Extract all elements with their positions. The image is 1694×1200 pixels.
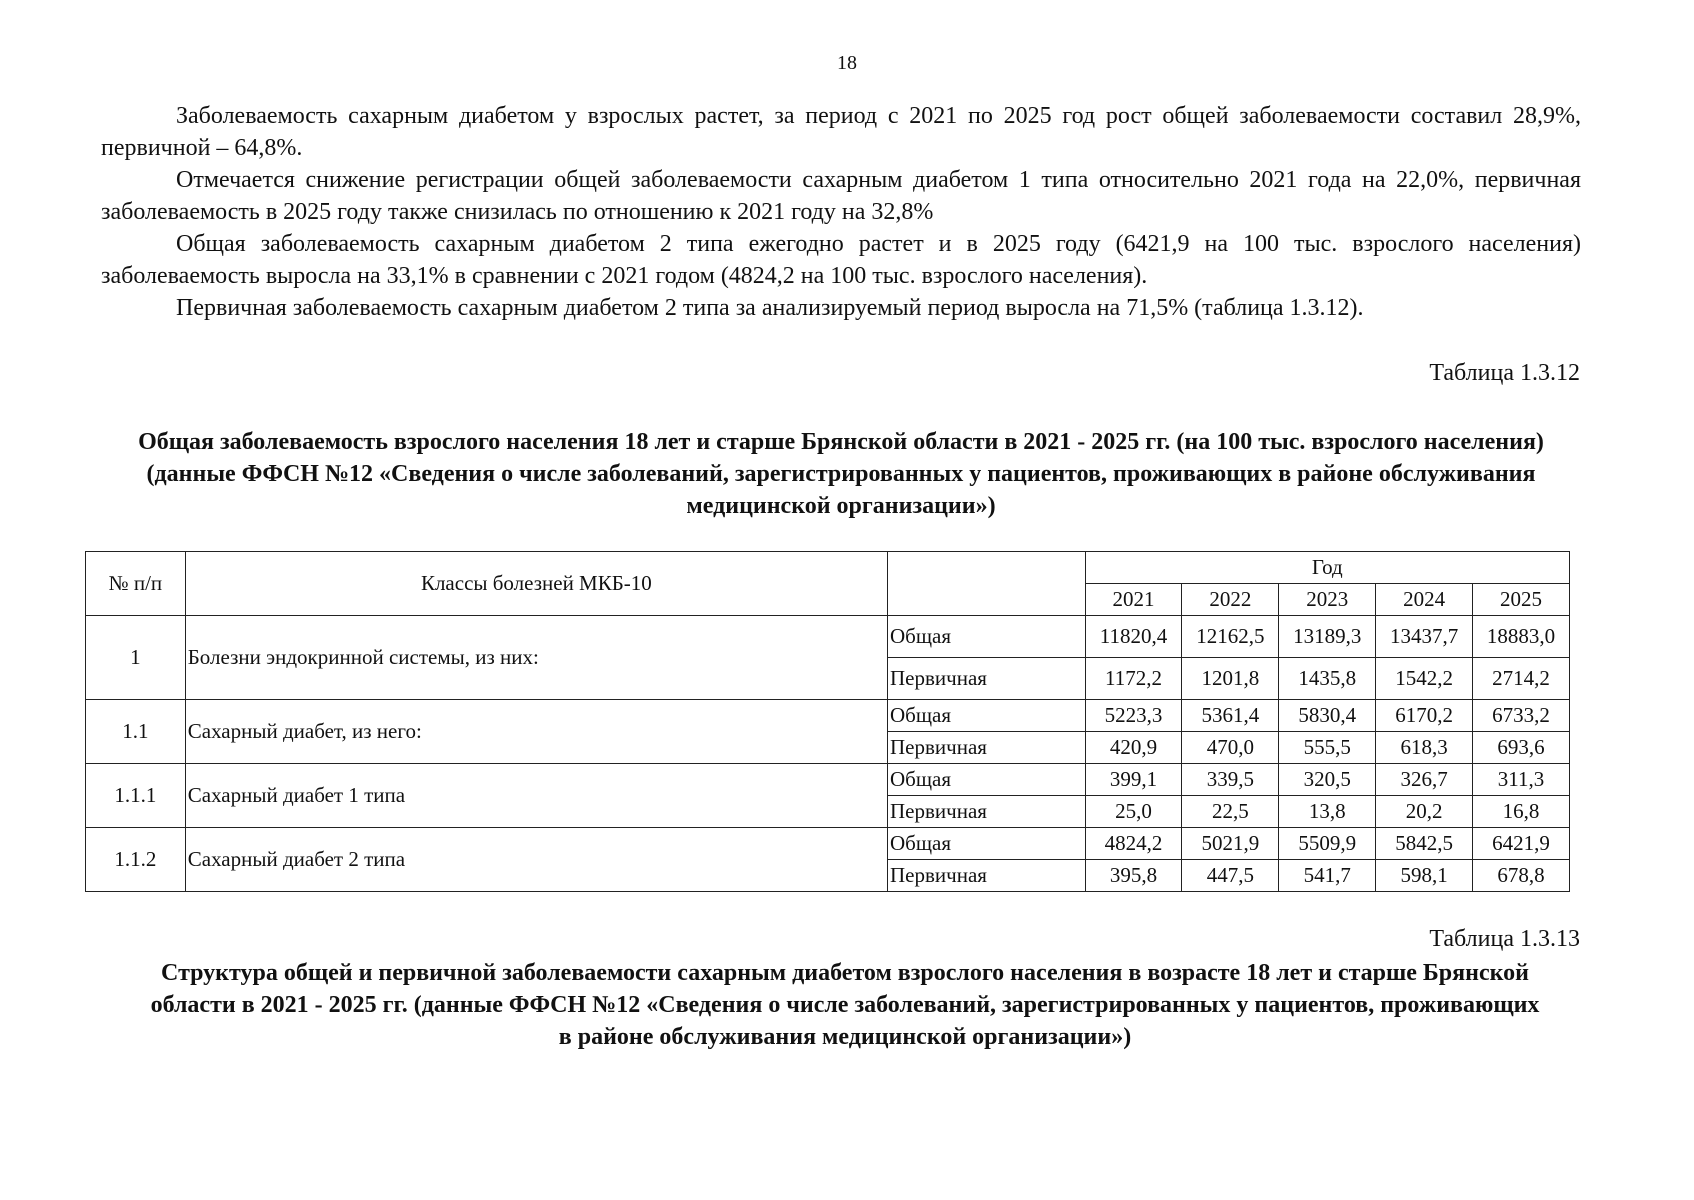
value-cell: 5842,5 <box>1376 828 1473 860</box>
value-cell: 2714,2 <box>1473 658 1570 700</box>
table-row <box>86 700 1570 732</box>
value-cell: 6733,2 <box>1473 700 1570 732</box>
value-cell: 18883,0 <box>1473 616 1570 658</box>
value-cell: 420,9 <box>1085 732 1182 764</box>
value-cell: 22,5 <box>1182 796 1279 828</box>
row-kind: Общая <box>888 700 1086 732</box>
row-kind: Первичная <box>888 796 1086 828</box>
table-caption: Таблица 1.3.12 <box>1429 360 1580 386</box>
row-number: 1.1.1 <box>86 764 186 828</box>
table-title: Общая заболеваемость взрослого населения 18 лет и старше Брянской области в 2021 - 2025 гг. (на 100 тыс. взрослого населения) (данные ФФСН №12 «Сведения о числе заболеваний, зарегистрированных у пациентов, проживающих в районе обслуживания медицинской организации») <box>138 429 1544 519</box>
header-number: № п/п <box>86 552 186 616</box>
value-cell: 5361,4 <box>1182 700 1279 732</box>
value-cell: 1172,2 <box>1085 658 1182 700</box>
row-disease-class: Сахарный диабет 2 типа <box>185 828 887 892</box>
table-row <box>86 616 1570 658</box>
value-cell: 12162,5 <box>1182 616 1279 658</box>
row-kind: Первичная <box>888 732 1086 764</box>
header-year-2024: 2024 <box>1376 584 1473 616</box>
row-kind: Первичная <box>888 658 1086 700</box>
value-cell: 541,7 <box>1279 860 1376 892</box>
value-cell: 13437,7 <box>1376 616 1473 658</box>
row-kind: Общая <box>888 828 1086 860</box>
table-header-row <box>86 552 1570 584</box>
value-cell: 320,5 <box>1279 764 1376 796</box>
header-year-2021: 2021 <box>1085 584 1182 616</box>
value-cell: 5021,9 <box>1182 828 1279 860</box>
value-cell: 326,7 <box>1376 764 1473 796</box>
value-cell: 1201,8 <box>1182 658 1279 700</box>
value-cell: 1542,2 <box>1376 658 1473 700</box>
value-cell: 555,5 <box>1279 732 1376 764</box>
row-kind: Общая <box>888 616 1086 658</box>
value-cell: 6170,2 <box>1376 700 1473 732</box>
header-year-2023: 2023 <box>1279 584 1376 616</box>
paragraph: Заболеваемость сахарным диабетом у взрослых растет, за период с 2021 по 2025 год рост общей заболеваемости составил 28,9%, первичной – 64,8%. <box>101 103 1581 161</box>
value-cell: 5509,9 <box>1279 828 1376 860</box>
value-cell: 693,6 <box>1473 732 1570 764</box>
header-year: Год <box>1085 552 1569 584</box>
table-title: Структура общей и первичной заболеваемости сахарным диабетом взрослого населения в возрасте 18 лет и старше Брянской области в 2021 - 2025 гг. (данные ФФСН №12 «Сведения о числе заболеваний, зарегистрированных у пациентов, проживающих в районе обслуживания медицинской организации») <box>150 960 1540 1050</box>
value-cell: 395,8 <box>1085 860 1182 892</box>
value-cell: 598,1 <box>1376 860 1473 892</box>
header-classes: Классы болезней МКБ-10 <box>185 552 887 616</box>
paragraph: Общая заболеваемость сахарным диабетом 2 типа ежегодно растет и в 2025 году (6421,9 на 100 тыс. взрослого населения) заболеваемость выросла на 33,1% в сравнении с 2021 годом (4824,2 на 100 тыс. взрослого населения). <box>101 231 1581 289</box>
value-cell: 6421,9 <box>1473 828 1570 860</box>
row-number: 1.1 <box>86 700 186 764</box>
table-caption: Таблица 1.3.13 <box>1429 926 1580 952</box>
value-cell: 618,3 <box>1376 732 1473 764</box>
value-cell: 470,0 <box>1182 732 1279 764</box>
row-number: 1 <box>86 616 186 700</box>
paragraph: Отмечается снижение регистрации общей заболеваемости сахарным диабетом 1 типа относительно 2021 года на 22,0%, первичная заболеваемость в 2025 году также снизилась по отношению к 2021 году на 32,8% <box>101 167 1581 225</box>
row-disease-class: Сахарный диабет, из него: <box>185 700 887 764</box>
paragraph: Первичная заболеваемость сахарным диабетом 2 типа за анализируемый период выросла на 71,5% (таблица 1.3.12). <box>176 295 1364 321</box>
value-cell: 399,1 <box>1085 764 1182 796</box>
value-cell: 1435,8 <box>1279 658 1376 700</box>
page-number: 18 <box>837 52 857 74</box>
body-text <box>101 100 1581 324</box>
value-cell: 339,5 <box>1182 764 1279 796</box>
row-kind: Первичная <box>888 860 1086 892</box>
row-disease-class: Болезни эндокринной системы, из них: <box>185 616 887 700</box>
value-cell: 5223,3 <box>1085 700 1182 732</box>
header-year-2022: 2022 <box>1182 584 1279 616</box>
morbidity-table <box>85 551 1570 892</box>
row-kind: Общая <box>888 764 1086 796</box>
table-row <box>86 828 1570 860</box>
value-cell: 311,3 <box>1473 764 1570 796</box>
row-number: 1.1.2 <box>86 828 186 892</box>
value-cell: 13189,3 <box>1279 616 1376 658</box>
value-cell: 11820,4 <box>1085 616 1182 658</box>
value-cell: 16,8 <box>1473 796 1570 828</box>
value-cell: 13,8 <box>1279 796 1376 828</box>
header-kind <box>888 552 1086 616</box>
value-cell: 447,5 <box>1182 860 1279 892</box>
value-cell: 20,2 <box>1376 796 1473 828</box>
table-row <box>86 764 1570 796</box>
value-cell: 5830,4 <box>1279 700 1376 732</box>
header-year-2025: 2025 <box>1473 584 1570 616</box>
value-cell: 4824,2 <box>1085 828 1182 860</box>
value-cell: 678,8 <box>1473 860 1570 892</box>
row-disease-class: Сахарный диабет 1 типа <box>185 764 887 828</box>
value-cell: 25,0 <box>1085 796 1182 828</box>
